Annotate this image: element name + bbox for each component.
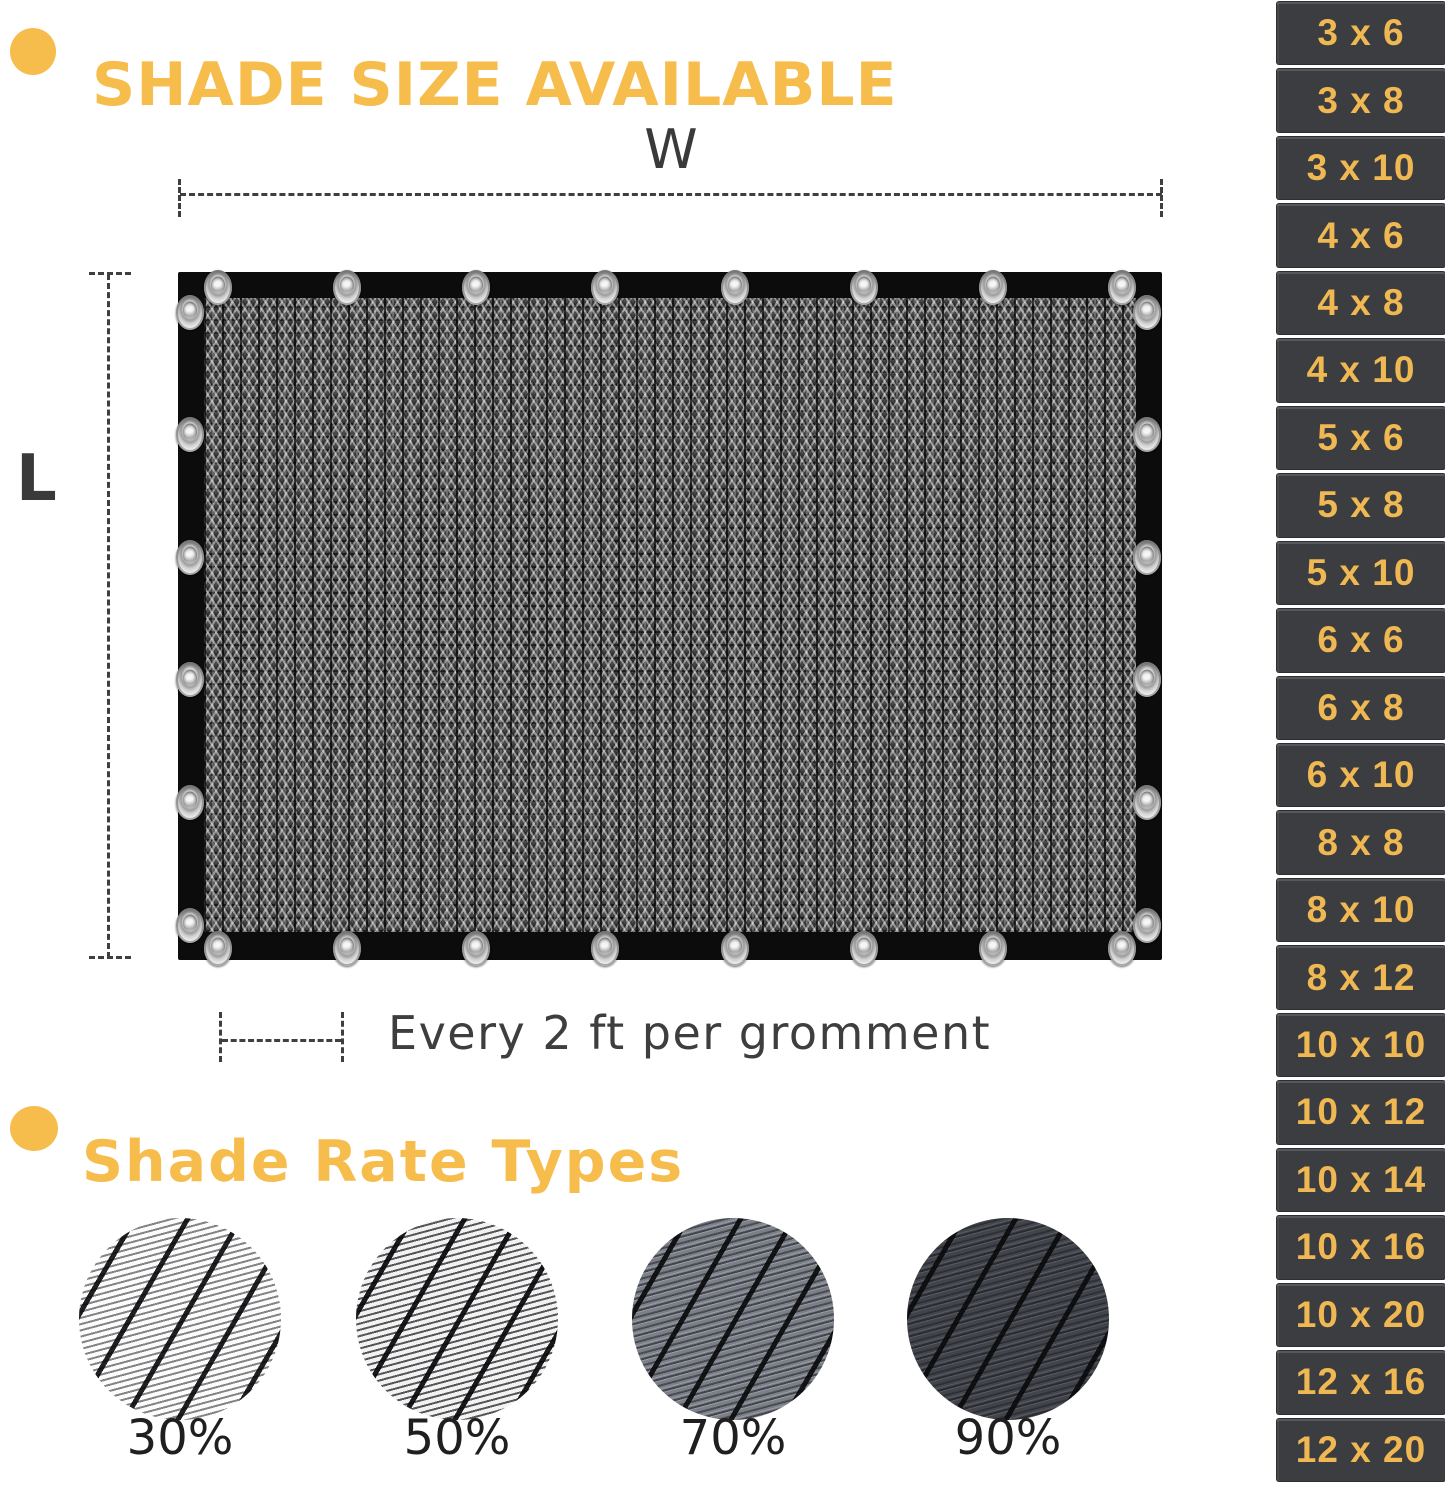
grommet (721, 931, 749, 966)
shade-rate-label: 70% (679, 1410, 787, 1466)
grommet (462, 931, 490, 966)
grommet (1133, 908, 1161, 943)
grommet-spacing-bracket (219, 1012, 344, 1062)
grommet (979, 931, 1007, 966)
grommet (176, 417, 204, 452)
grommet (333, 931, 361, 966)
size-option: 5 x 6 (1277, 407, 1445, 469)
grommet (721, 270, 749, 305)
size-option: 8 x 8 (1277, 811, 1445, 873)
grommet (176, 295, 204, 330)
size-section-heading: SHADE SIZE AVAILABLE (92, 50, 898, 121)
length-dimension-line (107, 274, 110, 958)
width-dimension-line (180, 193, 1162, 196)
grommet (176, 908, 204, 943)
shade-rate-circle (79, 1218, 281, 1420)
size-option: 3 x 6 (1277, 2, 1445, 64)
grommet (333, 270, 361, 305)
size-option: 4 x 10 (1277, 339, 1445, 401)
grommet (462, 270, 490, 305)
dimension-tick (178, 179, 181, 217)
bullet-icon (10, 28, 56, 75)
shade-rate-label: 50% (403, 1410, 511, 1466)
size-option: 6 x 8 (1277, 677, 1445, 739)
size-option: 5 x 10 (1277, 542, 1445, 604)
size-option: 12 x 16 (1277, 1351, 1445, 1413)
grommet (979, 270, 1007, 305)
grommet (850, 270, 878, 305)
shade-net-diagram (178, 272, 1162, 960)
dimension-tick (89, 272, 131, 275)
grommet (1108, 931, 1136, 966)
size-option: 10 x 10 (1277, 1014, 1445, 1076)
size-option: 3 x 8 (1277, 69, 1445, 131)
grommet (204, 931, 232, 966)
size-option: 10 x 20 (1277, 1284, 1445, 1346)
grommet (176, 662, 204, 697)
size-option: 12 x 20 (1277, 1419, 1445, 1481)
rate-section-heading: Shade Rate Types (82, 1129, 685, 1196)
grommet (1108, 270, 1136, 305)
grommet (1133, 540, 1161, 575)
grommet (176, 540, 204, 575)
size-option: 10 x 12 (1277, 1081, 1445, 1143)
size-option: 5 x 8 (1277, 474, 1445, 536)
grommet (850, 931, 878, 966)
dimension-tick (89, 956, 131, 959)
mesh-texture (204, 298, 1136, 932)
grommet-spacing-note: Every 2 ft per gromment (388, 1006, 992, 1060)
grommet (176, 785, 204, 820)
size-list (1277, 2, 1445, 1481)
grommet (591, 270, 619, 305)
grommet (591, 931, 619, 966)
grommet (1133, 662, 1161, 697)
size-option: 8 x 12 (1277, 946, 1445, 1008)
dimension-line (222, 1039, 341, 1042)
dimension-tick (341, 1012, 344, 1062)
shade-rate-label: 90% (954, 1410, 1062, 1466)
shade-rate-circle (907, 1218, 1109, 1420)
shade-rate-circle (632, 1218, 834, 1420)
size-option: 6 x 6 (1277, 609, 1445, 671)
grommet (1133, 785, 1161, 820)
dimension-tick (219, 1012, 222, 1062)
size-option: 10 x 14 (1277, 1149, 1445, 1211)
bullet-icon (10, 1106, 58, 1151)
grommet (204, 270, 232, 305)
size-option: 4 x 6 (1277, 204, 1445, 266)
dimension-tick (1160, 179, 1163, 217)
size-option: 6 x 10 (1277, 744, 1445, 806)
size-option: 4 x 8 (1277, 272, 1445, 334)
grommet (1133, 417, 1161, 452)
width-dimension-label: W (644, 118, 698, 181)
shade-rate-label: 30% (126, 1410, 234, 1466)
size-option: 3 x 10 (1277, 137, 1445, 199)
size-option: 10 x 16 (1277, 1216, 1445, 1278)
length-dimension-label: L (16, 442, 57, 516)
size-option: 8 x 10 (1277, 879, 1445, 941)
grommet (1133, 295, 1161, 330)
shade-rate-circle (356, 1218, 558, 1420)
